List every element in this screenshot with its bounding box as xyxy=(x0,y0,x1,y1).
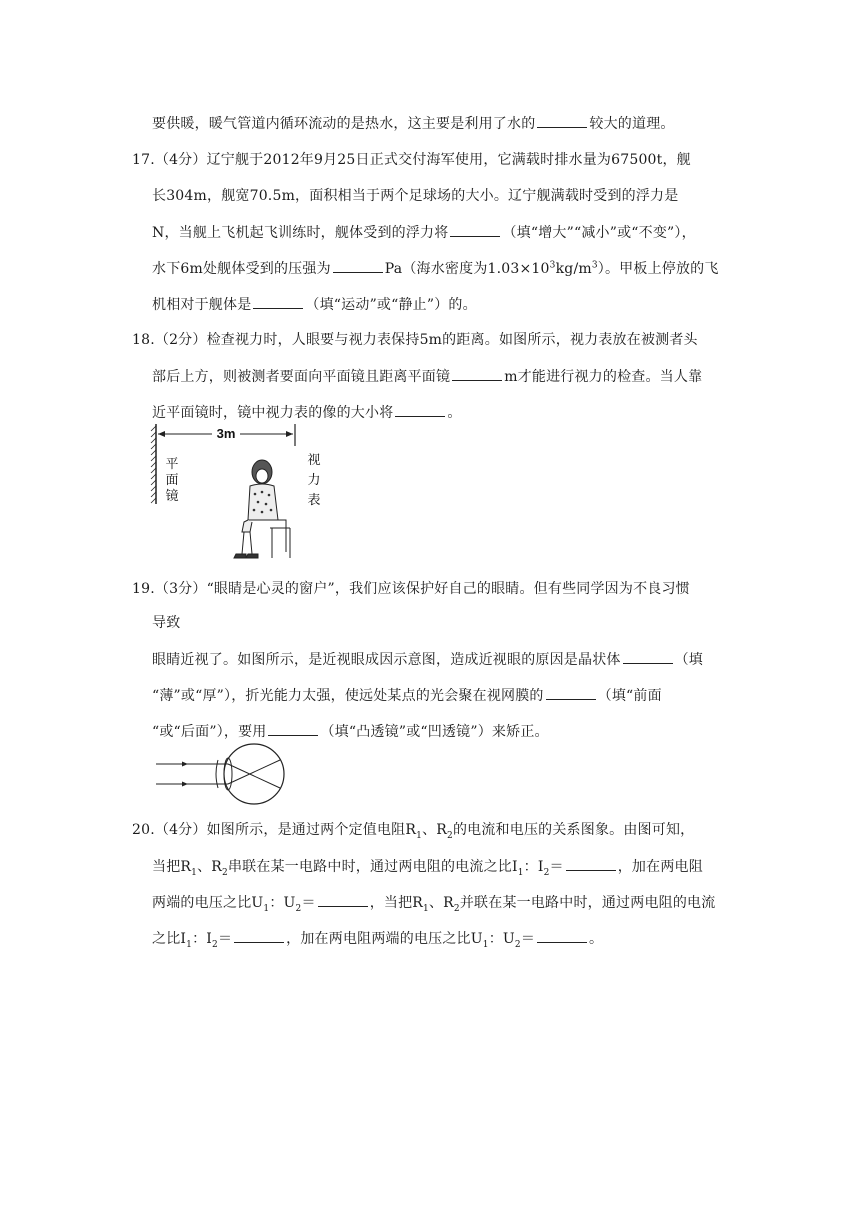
text: （填 xyxy=(674,652,704,668)
subscript: 1 xyxy=(186,939,193,950)
mirror-label-char: 面 xyxy=(165,473,179,488)
text: 较大的道理。 xyxy=(589,116,675,132)
text: ：I xyxy=(523,859,544,875)
text: 当把R xyxy=(152,859,192,875)
text: m才能进行视力的检查。当人靠 xyxy=(504,369,703,385)
q20-line-1 xyxy=(132,820,694,840)
q18-line-1: 18.（2分）检查视力时，人眼要与视力表保持5m的距离。如图所示，视力表放在被测者头 xyxy=(132,332,698,348)
text: ，当把R xyxy=(369,895,424,911)
ray-arrow xyxy=(182,762,188,767)
subscript: 2 xyxy=(514,939,521,950)
q17-line-3 xyxy=(152,222,696,243)
text: ：I xyxy=(192,931,213,947)
arrow-head-right xyxy=(286,431,293,437)
answer-blank[interactable] xyxy=(333,258,383,273)
text: 的电流和电压的关系图象。由图可知， xyxy=(452,822,695,838)
text: ＝ xyxy=(520,931,536,947)
text: ＝ xyxy=(301,895,316,911)
text: 串联在某一电路中时，通过两电阻的电流之比I xyxy=(227,859,518,875)
text: 部后上方，则被测者要面向平面镜且距离平面镜 xyxy=(152,369,451,385)
answer-blank[interactable] xyxy=(253,294,303,309)
text: 、R xyxy=(422,822,448,838)
text: ：U xyxy=(269,895,296,911)
text: （填“增大”“减小”或“不变”）， xyxy=(502,225,696,241)
text: ，加在两电阻 xyxy=(617,859,703,875)
mirror-label-char: 镜 xyxy=(165,489,179,504)
refracted-ray xyxy=(228,764,280,788)
ray-arrow xyxy=(182,782,188,787)
arrow-head-left xyxy=(158,431,165,437)
subscript: 2 xyxy=(212,939,218,950)
text: 。 xyxy=(589,931,604,947)
eyeball xyxy=(224,744,284,804)
text: （填“运动”或“静止”）的。 xyxy=(305,297,477,313)
answer-blank[interactable] xyxy=(566,856,616,871)
q20-line-2 xyxy=(152,856,703,877)
chart-label-char: 力 xyxy=(307,473,321,488)
q18-line-2 xyxy=(152,366,702,387)
q19-line-2: 导致 xyxy=(152,615,181,631)
q17-line-4 xyxy=(152,258,719,279)
text: 。 xyxy=(447,405,462,421)
text: 水下6m处舰体受到的压强为 xyxy=(152,261,331,277)
answer-blank[interactable] xyxy=(318,892,368,907)
text: 、R xyxy=(197,859,223,875)
seated-person-illustration xyxy=(234,460,290,558)
text: ，加在两电阻两端的电压之比U xyxy=(286,931,483,947)
subscript: 1 xyxy=(263,903,270,914)
text: “或“后面”），要用 xyxy=(152,724,267,740)
distance-label: 3m xyxy=(216,426,236,441)
text: ＝ xyxy=(549,859,564,875)
answer-blank[interactable] xyxy=(268,721,318,736)
subscript: 1 xyxy=(482,939,489,950)
text: ）。甲板上停放的飞 xyxy=(597,261,719,277)
lens xyxy=(224,758,232,790)
chart-label-char: 视 xyxy=(307,453,321,468)
intro-line xyxy=(152,113,675,134)
answer-blank[interactable] xyxy=(452,366,502,381)
subscript: 1 xyxy=(517,867,524,878)
answer-blank[interactable] xyxy=(450,222,500,237)
subscript: 1 xyxy=(423,903,429,914)
answer-blank[interactable] xyxy=(537,113,587,128)
q19-line-1: 19.（3分）“眼睛是心灵的窗户”，我们应该保护好自己的眼睛。但有些同学因为不良习惯 xyxy=(132,581,690,597)
text: kg/m xyxy=(555,261,592,277)
answer-blank[interactable] xyxy=(623,649,673,664)
q19-line-3 xyxy=(152,649,703,670)
chart-label-char: 表 xyxy=(307,493,321,508)
text: 眼睛近视了。如图所示，是近视眼成因示意图，造成近视眼的原因是晶状体 xyxy=(152,652,621,668)
myopia-eye-figure xyxy=(150,742,300,806)
text: 并联在某一电路中时，通过两电阻的电流 xyxy=(459,895,716,911)
subscript: 2 xyxy=(543,867,550,878)
subscript: 1 xyxy=(191,867,198,878)
text: ：U xyxy=(488,931,515,947)
answer-blank[interactable] xyxy=(395,402,445,417)
q19-line-5 xyxy=(152,721,549,742)
text: ＝ xyxy=(217,931,233,947)
q17-line-1: 17.（4分）辽宁舰于2012年9月25日正式交付海军使用，它满载时排水量为67500t，舰 xyxy=(132,152,691,168)
answer-blank[interactable] xyxy=(234,928,284,943)
text: 20.（4分）如图所示，是通过两个定值电阻R xyxy=(132,822,417,838)
text: N，当舰上飞机起飞训练时，舰体受到的浮力将 xyxy=(152,225,449,241)
subscript: 2 xyxy=(447,830,453,841)
subscript: 2 xyxy=(295,903,302,914)
superscript: 3 xyxy=(591,260,598,271)
q17-line-5 xyxy=(152,294,477,315)
subscript: 2 xyxy=(222,867,228,878)
text: 、R xyxy=(428,895,454,911)
text: （填“凸透镜”或“凹透镜”）来矫正。 xyxy=(320,724,549,740)
text: Pa（海水密度为1.03×10 xyxy=(384,261,550,277)
answer-blank[interactable] xyxy=(537,928,587,943)
vision-test-figure xyxy=(150,420,330,565)
answer-blank[interactable] xyxy=(546,685,596,700)
text: 要供暖，暖气管道内循环流动的是热水，这主要是利用了水的 xyxy=(152,116,536,132)
q20-line-3 xyxy=(152,892,715,913)
text: 两端的电压之比U xyxy=(152,895,264,911)
mirror-label-char: 平 xyxy=(165,457,179,472)
subscript: 1 xyxy=(416,830,423,841)
subscript: 2 xyxy=(453,903,460,914)
text: “薄”或“厚”），折光能力太强，使远处某点的光会聚在视网膜的 xyxy=(152,688,544,704)
superscript: 3 xyxy=(549,260,556,271)
q19-line-4 xyxy=(152,685,662,706)
refracted-ray xyxy=(228,760,280,784)
text: 机相对于舰体是 xyxy=(152,297,252,313)
text: 之比I xyxy=(152,931,187,947)
text: 近平面镜时，镜中视力表的像的大小将 xyxy=(152,405,394,421)
text: （填“前面 xyxy=(597,688,662,704)
q17-line-2: 长304m，舰宽70.5m，面积相当于两个足球场的大小。辽宁舰满载时受到的浮力是 xyxy=(152,188,679,204)
q20-line-4 xyxy=(152,928,603,949)
